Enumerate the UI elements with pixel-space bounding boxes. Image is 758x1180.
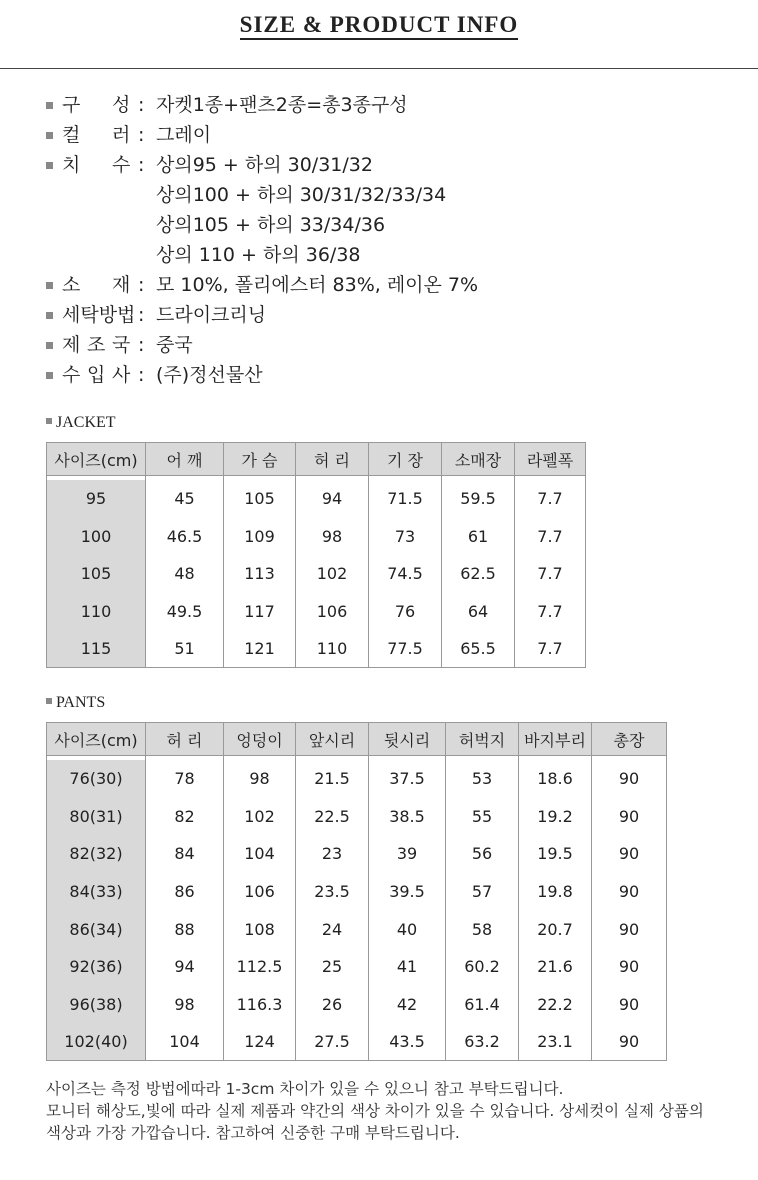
measure-cell: 63.2 [446,1023,519,1061]
measure-cell: 60.2 [446,948,519,986]
info-label: 제 [62,334,81,356]
size-cell: 95 [47,480,146,518]
pants-header-cell: 엉덩이 [224,723,296,756]
measure-cell: 124 [224,1023,296,1061]
measure-cell: 88 [146,910,224,948]
measure-cell: 78 [146,760,224,798]
jacket-header-cell: 기 장 [369,443,442,476]
table-row [47,910,667,948]
info-label: 수 [112,154,131,176]
info-label: 치 [62,154,81,176]
info-label: 사 [112,364,131,386]
bullet-icon [46,372,53,379]
bullet-icon [46,342,53,349]
measure-cell: 49.5 [146,593,224,631]
measure-cell: 19.8 [519,873,592,911]
measure-cell: 23.1 [519,1023,592,1061]
measure-cell: 25 [296,948,369,986]
measure-cell: 7.7 [515,593,586,631]
size-cell: 100 [47,518,146,556]
measure-cell: 108 [224,910,296,948]
bullet-icon [46,418,52,424]
info-label: 컬 [62,124,81,146]
measure-cell: 42 [369,986,446,1024]
table-row [47,986,667,1024]
measure-cell: 98 [224,760,296,798]
info-value: 모 10%, 폴리에스터 83%, 레이온 7% [156,274,479,296]
page-title: SIZE & PRODUCT INFO [0,12,758,38]
info-value: (주)정선물산 [156,364,263,386]
measure-cell: 41 [369,948,446,986]
jacket-header-cell: 어 깨 [146,443,224,476]
info-value: 상의95 + 하의 30/31/32 [156,154,373,176]
title-divider [0,68,758,69]
info-label: 재 [112,274,131,296]
table-row [47,1023,667,1061]
table-row [47,480,586,518]
measure-cell: 37.5 [369,760,446,798]
pants-header-cell: 허벅지 [446,723,519,756]
jacket-section-label: JACKET [46,414,116,432]
measure-cell: 104 [146,1023,224,1061]
table-row [47,555,586,593]
measure-cell: 90 [592,1023,667,1061]
jacket-size-table [46,442,586,668]
measure-cell: 27.5 [296,1023,369,1061]
bullet-icon [46,312,53,319]
measure-cell: 53 [446,760,519,798]
pants-header-cell: 바지부리 [519,723,592,756]
measure-cell: 90 [592,798,667,836]
measure-cell: 71.5 [369,480,442,518]
size-cell: 102(40) [47,1023,146,1061]
measure-cell: 90 [592,835,667,873]
measure-cell: 38.5 [369,798,446,836]
info-value: 상의100 + 하의 30/31/32/33/34 [156,184,447,206]
size-cell: 80(31) [47,798,146,836]
measure-cell: 90 [592,986,667,1024]
info-value: 상의 110 + 하의 36/38 [156,244,361,266]
measure-cell: 121 [224,630,296,668]
measure-cell: 110 [296,630,369,668]
measure-cell: 113 [224,555,296,593]
measure-cell: 55 [446,798,519,836]
table-row [47,835,667,873]
measure-cell: 77.5 [369,630,442,668]
measure-cell: 21.6 [519,948,592,986]
pants-header-cell: 앞시리 [296,723,369,756]
table-row [47,948,667,986]
measure-cell: 23 [296,835,369,873]
jacket-header-cell: 허 리 [296,443,369,476]
info-value: 중국 [156,334,193,356]
jacket-header-cell: 가 슴 [224,443,296,476]
measure-cell: 94 [146,948,224,986]
measure-cell: 21.5 [296,760,369,798]
measure-cell: 109 [224,518,296,556]
measure-cell: 90 [592,910,667,948]
pants-header-cell: 사이즈(cm) [47,723,146,756]
measure-cell: 64 [442,593,515,631]
size-cell: 105 [47,555,146,593]
measure-cell: 7.7 [515,518,586,556]
measure-cell: 7.7 [515,555,586,593]
measure-cell: 39 [369,835,446,873]
jacket-header-cell: 소매장 [442,443,515,476]
measure-cell: 112.5 [224,948,296,986]
measure-cell: 20.7 [519,910,592,948]
size-cell: 110 [47,593,146,631]
table-row [47,518,586,556]
measure-cell: 76 [369,593,442,631]
bullet-icon [46,162,53,169]
measure-cell: 59.5 [442,480,515,518]
measure-cell: 106 [296,593,369,631]
measure-cell: 40 [369,910,446,948]
measure-cell: 98 [296,518,369,556]
size-cell: 92(36) [47,948,146,986]
info-label: 구 [62,94,81,116]
measure-cell: 18.6 [519,760,592,798]
info-value: 드라이크리닝 [156,304,267,326]
note-line: 모니터 해상도,빛에 따라 실제 제품과 약간의 색상 차이가 있을 수 있습니다. 상세컷이 실제 상품의 [46,1102,704,1120]
measure-cell: 90 [592,873,667,911]
measure-cell: 19.5 [519,835,592,873]
info-label: 입 [87,364,106,386]
measure-cell: 90 [592,760,667,798]
measure-cell: 61 [442,518,515,556]
measure-cell: 51 [146,630,224,668]
measure-cell: 102 [296,555,369,593]
measure-cell: 26 [296,986,369,1024]
measure-cell: 90 [592,948,667,986]
measure-cell: 104 [224,835,296,873]
info-label: 세탁방법 [62,304,136,326]
measure-cell: 39.5 [369,873,446,911]
measure-cell: 23.5 [296,873,369,911]
measure-cell: 105 [224,480,296,518]
measure-cell: 7.7 [515,630,586,668]
pants-section-label: PANTS [46,694,105,712]
measure-cell: 102 [224,798,296,836]
bullet-icon [46,132,53,139]
pants-header-cell: 허 리 [146,723,224,756]
bullet-icon [46,282,53,289]
measure-cell: 98 [146,986,224,1024]
measure-cell: 22.5 [296,798,369,836]
measure-cell: 74.5 [369,555,442,593]
table-row [47,760,667,798]
measure-cell: 62.5 [442,555,515,593]
info-label: 러 [112,124,131,146]
size-cell: 82(32) [47,835,146,873]
size-cell: 86(34) [47,910,146,948]
info-label: 소 [62,274,81,296]
notes [46,1078,704,1144]
measure-cell: 84 [146,835,224,873]
measure-cell: 19.2 [519,798,592,836]
info-value: 그레이 [156,124,212,146]
jacket-header-cell: 사이즈(cm) [47,443,146,476]
note-line: 색상과 가장 가깝습니다. 참고하여 신중한 구매 부탁드립니다. [46,1124,460,1142]
measure-cell: 61.4 [446,986,519,1024]
table-row [47,798,667,836]
table-row [47,593,586,631]
bullet-icon [46,102,53,109]
note-line: 사이즈는 측정 방법에따라 1-3cm 차이가 있을 수 있으니 참고 부탁드립니다. [46,1080,564,1098]
measure-cell: 65.5 [442,630,515,668]
measure-cell: 82 [146,798,224,836]
pants-header-cell: 총장 [592,723,667,756]
jacket-header-cell: 라펠폭 [515,443,586,476]
bullet-icon [46,698,52,704]
measure-cell: 116.3 [224,986,296,1024]
size-cell: 96(38) [47,986,146,1024]
info-label: 조 [87,334,106,356]
measure-cell: 46.5 [146,518,224,556]
measure-cell: 58 [446,910,519,948]
measure-cell: 73 [369,518,442,556]
measure-cell: 45 [146,480,224,518]
size-cell: 76(30) [47,760,146,798]
measure-cell: 56 [446,835,519,873]
measure-cell: 86 [146,873,224,911]
info-value: 자켓1종+팬츠2종=총3종구성 [156,94,408,116]
info-label: 국 [112,334,131,356]
size-cell: 115 [47,630,146,668]
pants-size-table [46,722,667,1061]
size-cell: 84(33) [47,873,146,911]
measure-cell: 22.2 [519,986,592,1024]
table-row [47,630,586,668]
measure-cell: 48 [146,555,224,593]
measure-cell: 117 [224,593,296,631]
info-value: 상의105 + 하의 33/34/36 [156,214,386,236]
pants-header-cell: 뒷시리 [369,723,446,756]
measure-cell: 24 [296,910,369,948]
measure-cell: 94 [296,480,369,518]
measure-cell: 106 [224,873,296,911]
info-label: 성 [112,94,131,116]
measure-cell: 57 [446,873,519,911]
info-label: 수 [62,364,81,386]
measure-cell: 7.7 [515,480,586,518]
table-row [47,873,667,911]
measure-cell: 43.5 [369,1023,446,1061]
